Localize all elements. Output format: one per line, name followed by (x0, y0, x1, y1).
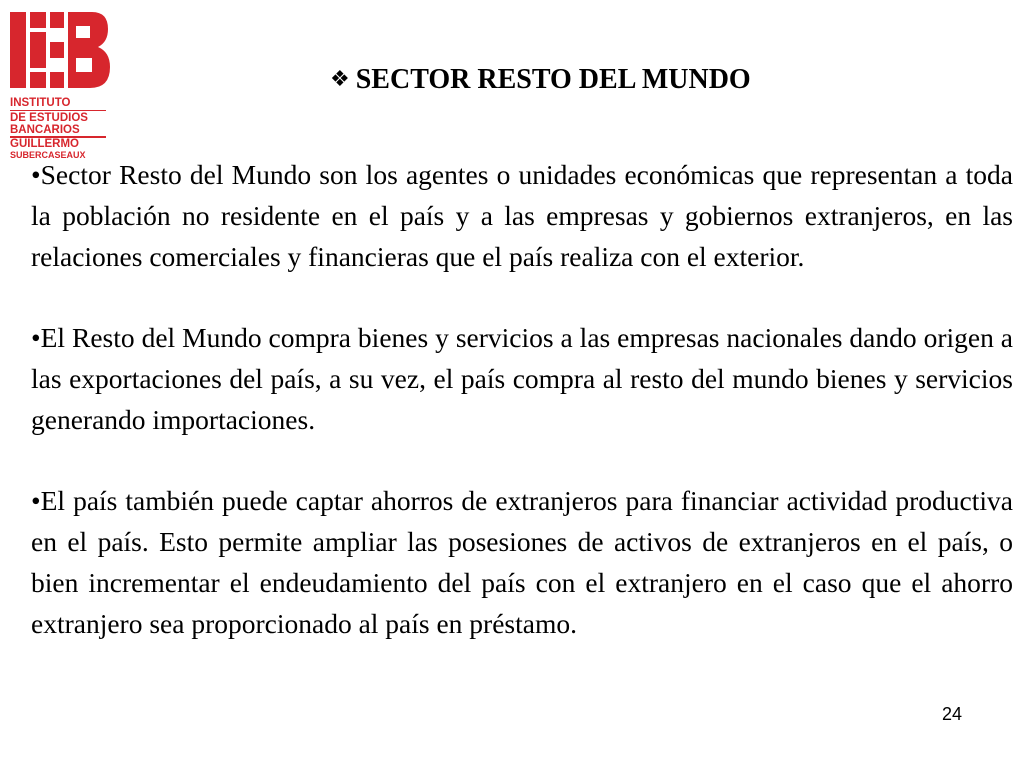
slide-title (330, 62, 751, 98)
logo-line-1: INSTITUTO (10, 97, 71, 109)
logo-line-2: DE ESTUDIOS (10, 111, 88, 124)
page-number: 24 (941, 704, 962, 724)
slide-body (31, 154, 1013, 644)
ieb-logo-mark-icon (10, 12, 110, 88)
paragraph-definition: •Sector Resto del Mundo son los agentes o unidades económicas que representan a toda la población no residente en el país y a las empresas y gobiernos extranjeros, en las relaciones comerciales y financieras que el país realiza con el exterior. (31, 159, 1013, 272)
paragraph-trade: •El Resto del Mundo compra bienes y servicios a las empresas nacionales dando origen a las exportaciones del país, a su vez, el país compra al resto del mundo bienes y servicios generando importaciones. (31, 322, 1013, 435)
logo-line-3: BANCARIOS (10, 123, 80, 136)
logo-wordmark (10, 97, 128, 161)
slide-title-text: SECTOR RESTO DEL MUNDO (355, 64, 751, 95)
logo-line-5: SUBERCASEAUX (10, 150, 86, 160)
logo-line-4: GUILLERMO (10, 138, 79, 150)
institute-logo (10, 12, 132, 162)
paragraph-savings: •El país también puede captar ahorros de extranjeros para financiar actividad productiva en el país. Esto permite ampliar las posesiones de activos de extranjeros en el país, o bien incrementar el endeudamiento del país con el extranjero en el caso que el ahorro extranjero sea proporcionado al país en préstamo. (31, 485, 1013, 639)
diamond-bullet-icon: ❖ (330, 67, 350, 92)
